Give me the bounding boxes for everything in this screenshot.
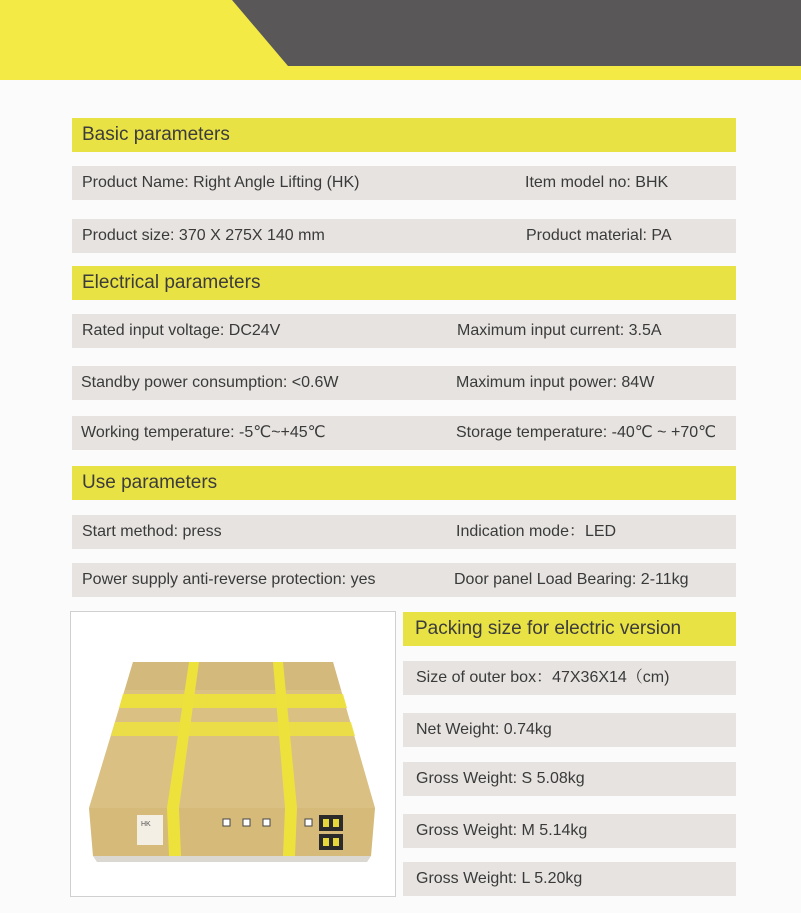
electrical-row-3 <box>72 416 736 450</box>
packaging-photo <box>70 611 396 897</box>
product-material: Product material: PA <box>526 227 672 244</box>
start-method: Start method: press <box>82 523 222 540</box>
gross-weight-m: Gross Weight: M 5.14kg <box>403 814 736 848</box>
net-weight: Net Weight: 0.74kg <box>403 713 736 747</box>
rated-voltage: Rated input voltage: DC24V <box>82 322 281 339</box>
box-logo-mark <box>333 819 339 827</box>
banner-dark-shape <box>232 0 801 66</box>
basic-row-1 <box>72 166 736 200</box>
basic-row-2 <box>72 219 736 253</box>
section-title-packing: Packing size for electric version <box>403 612 736 646</box>
box-checkbox <box>263 819 270 826</box>
section-title-electrical: Electrical parameters <box>72 266 736 300</box>
box-shadow <box>93 856 371 862</box>
electrical-row-1 <box>72 314 736 348</box>
strap-top-horizontal <box>119 694 347 708</box>
working-temperature: Working temperature: -5℃~+45℃ <box>81 424 326 441</box>
storage-temperature: Storage temperature: -40℃ ~ +70℃ <box>456 424 717 441</box>
standby-power: Standby power consumption: <0.6W <box>81 374 339 391</box>
electrical-row-2 <box>72 366 736 400</box>
box-logo-mark <box>333 838 339 846</box>
box-logo-mark <box>323 838 329 846</box>
cardboard-box-photo-icon <box>71 612 395 896</box>
max-power: Maximum input power: 84W <box>456 374 655 391</box>
strap-right-front <box>283 808 297 856</box>
indication-mode: Indication mode：LED <box>456 523 617 540</box>
box-label-text: HK <box>141 821 151 828</box>
box-checkbox <box>223 819 230 826</box>
product-size: Product size: 370 X 275X 140 mm <box>82 227 325 244</box>
strap-mid-horizontal <box>111 722 355 736</box>
gross-weight-l: Gross Weight: L 5.20kg <box>403 862 736 896</box>
item-model: Item model no: BHK <box>525 174 669 191</box>
section-title-basic: Basic parameters <box>72 118 736 152</box>
gross-weight-s: Gross Weight: S 5.08kg <box>403 762 736 796</box>
box-checkbox <box>305 819 312 826</box>
use-row-2 <box>72 563 736 597</box>
max-current: Maximum input current: 3.5A <box>457 322 662 339</box>
product-name: Product Name: Right Angle Lifting (HK) <box>82 174 360 191</box>
door-panel-load-bearing: Door panel Load Bearing: 2-11kg <box>454 571 689 588</box>
box-logo-block <box>319 834 343 850</box>
strap-left-front <box>167 808 181 856</box>
anti-reverse-protection: Power supply anti-reverse protection: yes <box>82 571 376 588</box>
box-checkbox <box>243 819 250 826</box>
box-logo-mark <box>323 819 329 827</box>
section-title-use: Use parameters <box>72 466 736 500</box>
box-logo-block <box>319 815 343 831</box>
box-side-label <box>137 815 163 845</box>
top-banner <box>0 0 801 80</box>
outer-box-size: Size of outer box：47X36X14（cm) <box>403 661 736 695</box>
use-row-1 <box>72 515 736 549</box>
